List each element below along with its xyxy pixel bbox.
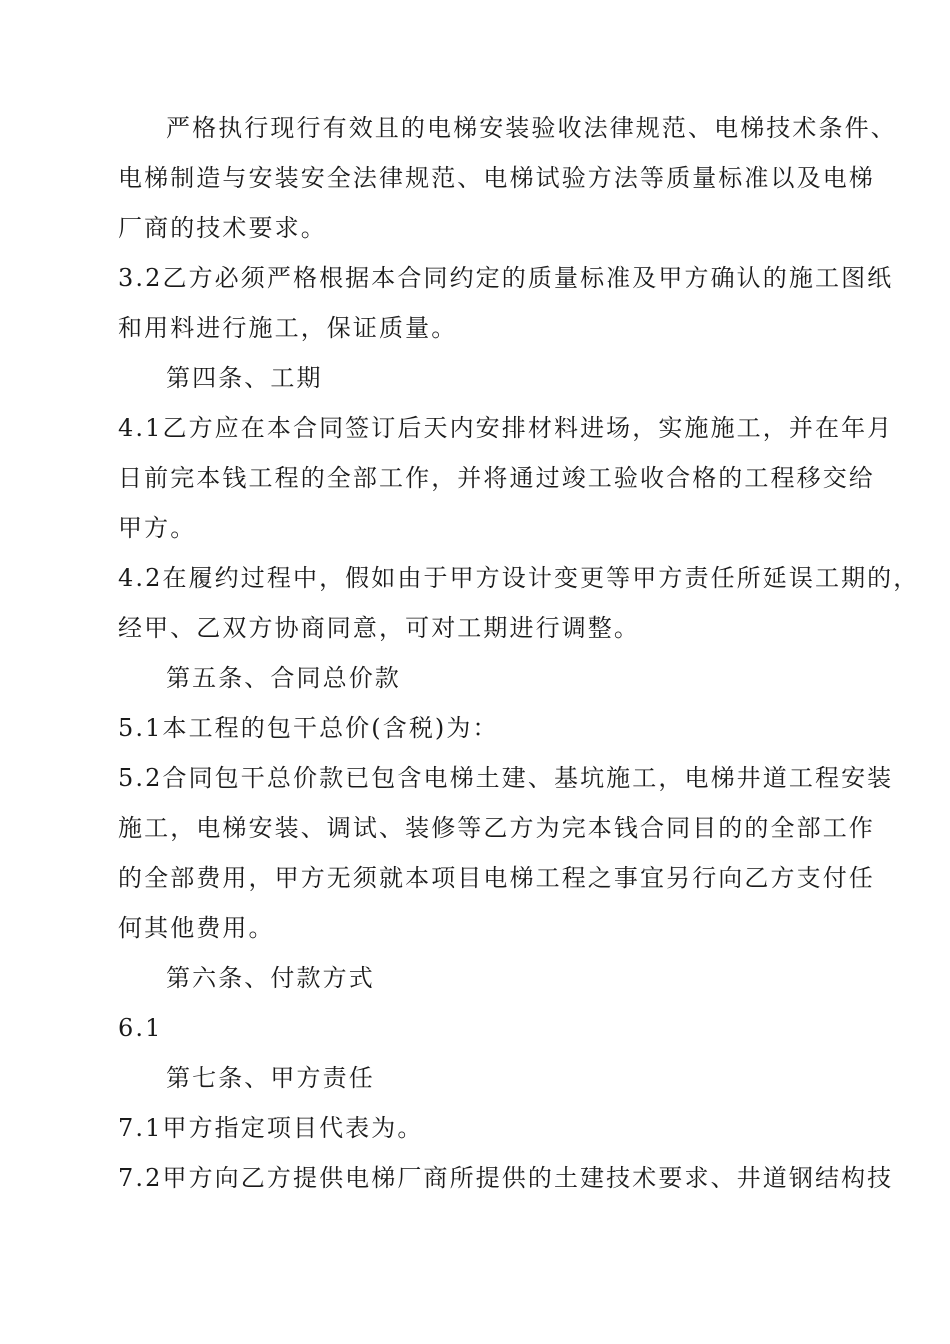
clause-5-1-line: 5.1本工程的包干总价(含税)为： <box>118 714 499 742</box>
paragraph-line: 经甲、乙双方协商同意，可对工期进行调整。 <box>118 614 640 642</box>
paragraph-line: 日前完本钱工程的全部工作，并将通过竣工验收合格的工程移交给 <box>118 464 875 492</box>
paragraph-line: 施工，电梯安装、调试、装修等乙方为完本钱合同目的的全部工作 <box>118 814 875 842</box>
paragraph-line: 何其他费用。 <box>118 914 275 942</box>
clause-5-2-line: 5.2合同包干总价款已包含电梯土建、基坑施工，电梯井道工程安装 <box>118 764 894 792</box>
paragraph-line: 厂商的技术要求。 <box>118 214 327 242</box>
paragraph-line: 电梯制造与安装安全法律规范、电梯试验方法等质量标准以及电梯 <box>118 164 875 192</box>
clause-3-2-line: 3.2乙方必须严格根据本合同约定的质量标准及甲方确认的施工图纸 <box>118 264 894 292</box>
section-heading-4: 第四条、工期 <box>166 364 323 392</box>
paragraph-line: 和用料进行施工，保证质量。 <box>118 314 458 342</box>
paragraph-line: 甲方。 <box>118 514 197 542</box>
clause-4-1-line: 4.1乙方应在本合同签订后天内安排材料进场，实施施工，并在年月 <box>118 414 894 442</box>
section-heading-5: 第五条、合同总价款 <box>166 664 401 692</box>
clause-7-2-line: 7.2甲方向乙方提供电梯厂商所提供的土建技术要求、井道钢结构技 <box>118 1164 894 1192</box>
document-body <box>118 103 920 1203</box>
clause-4-2-line: 4.2在履约过程中，假如由于甲方设计变更等甲方责任所延误工期的， <box>118 564 920 592</box>
section-heading-6: 第六条、付款方式 <box>166 964 375 992</box>
paragraph-line: 严格执行现行有效且的电梯安装验收法律规范、电梯技术条件、 <box>166 114 897 142</box>
clause-6-1-line: 6.1 <box>118 1014 163 1042</box>
section-heading-7: 第七条、甲方责任 <box>166 1064 375 1092</box>
paragraph-line: 的全部费用，甲方无须就本项目电梯工程之事宜另行向乙方支付任 <box>118 864 875 892</box>
clause-7-1-line: 7.1甲方指定项目代表为。 <box>118 1114 424 1142</box>
